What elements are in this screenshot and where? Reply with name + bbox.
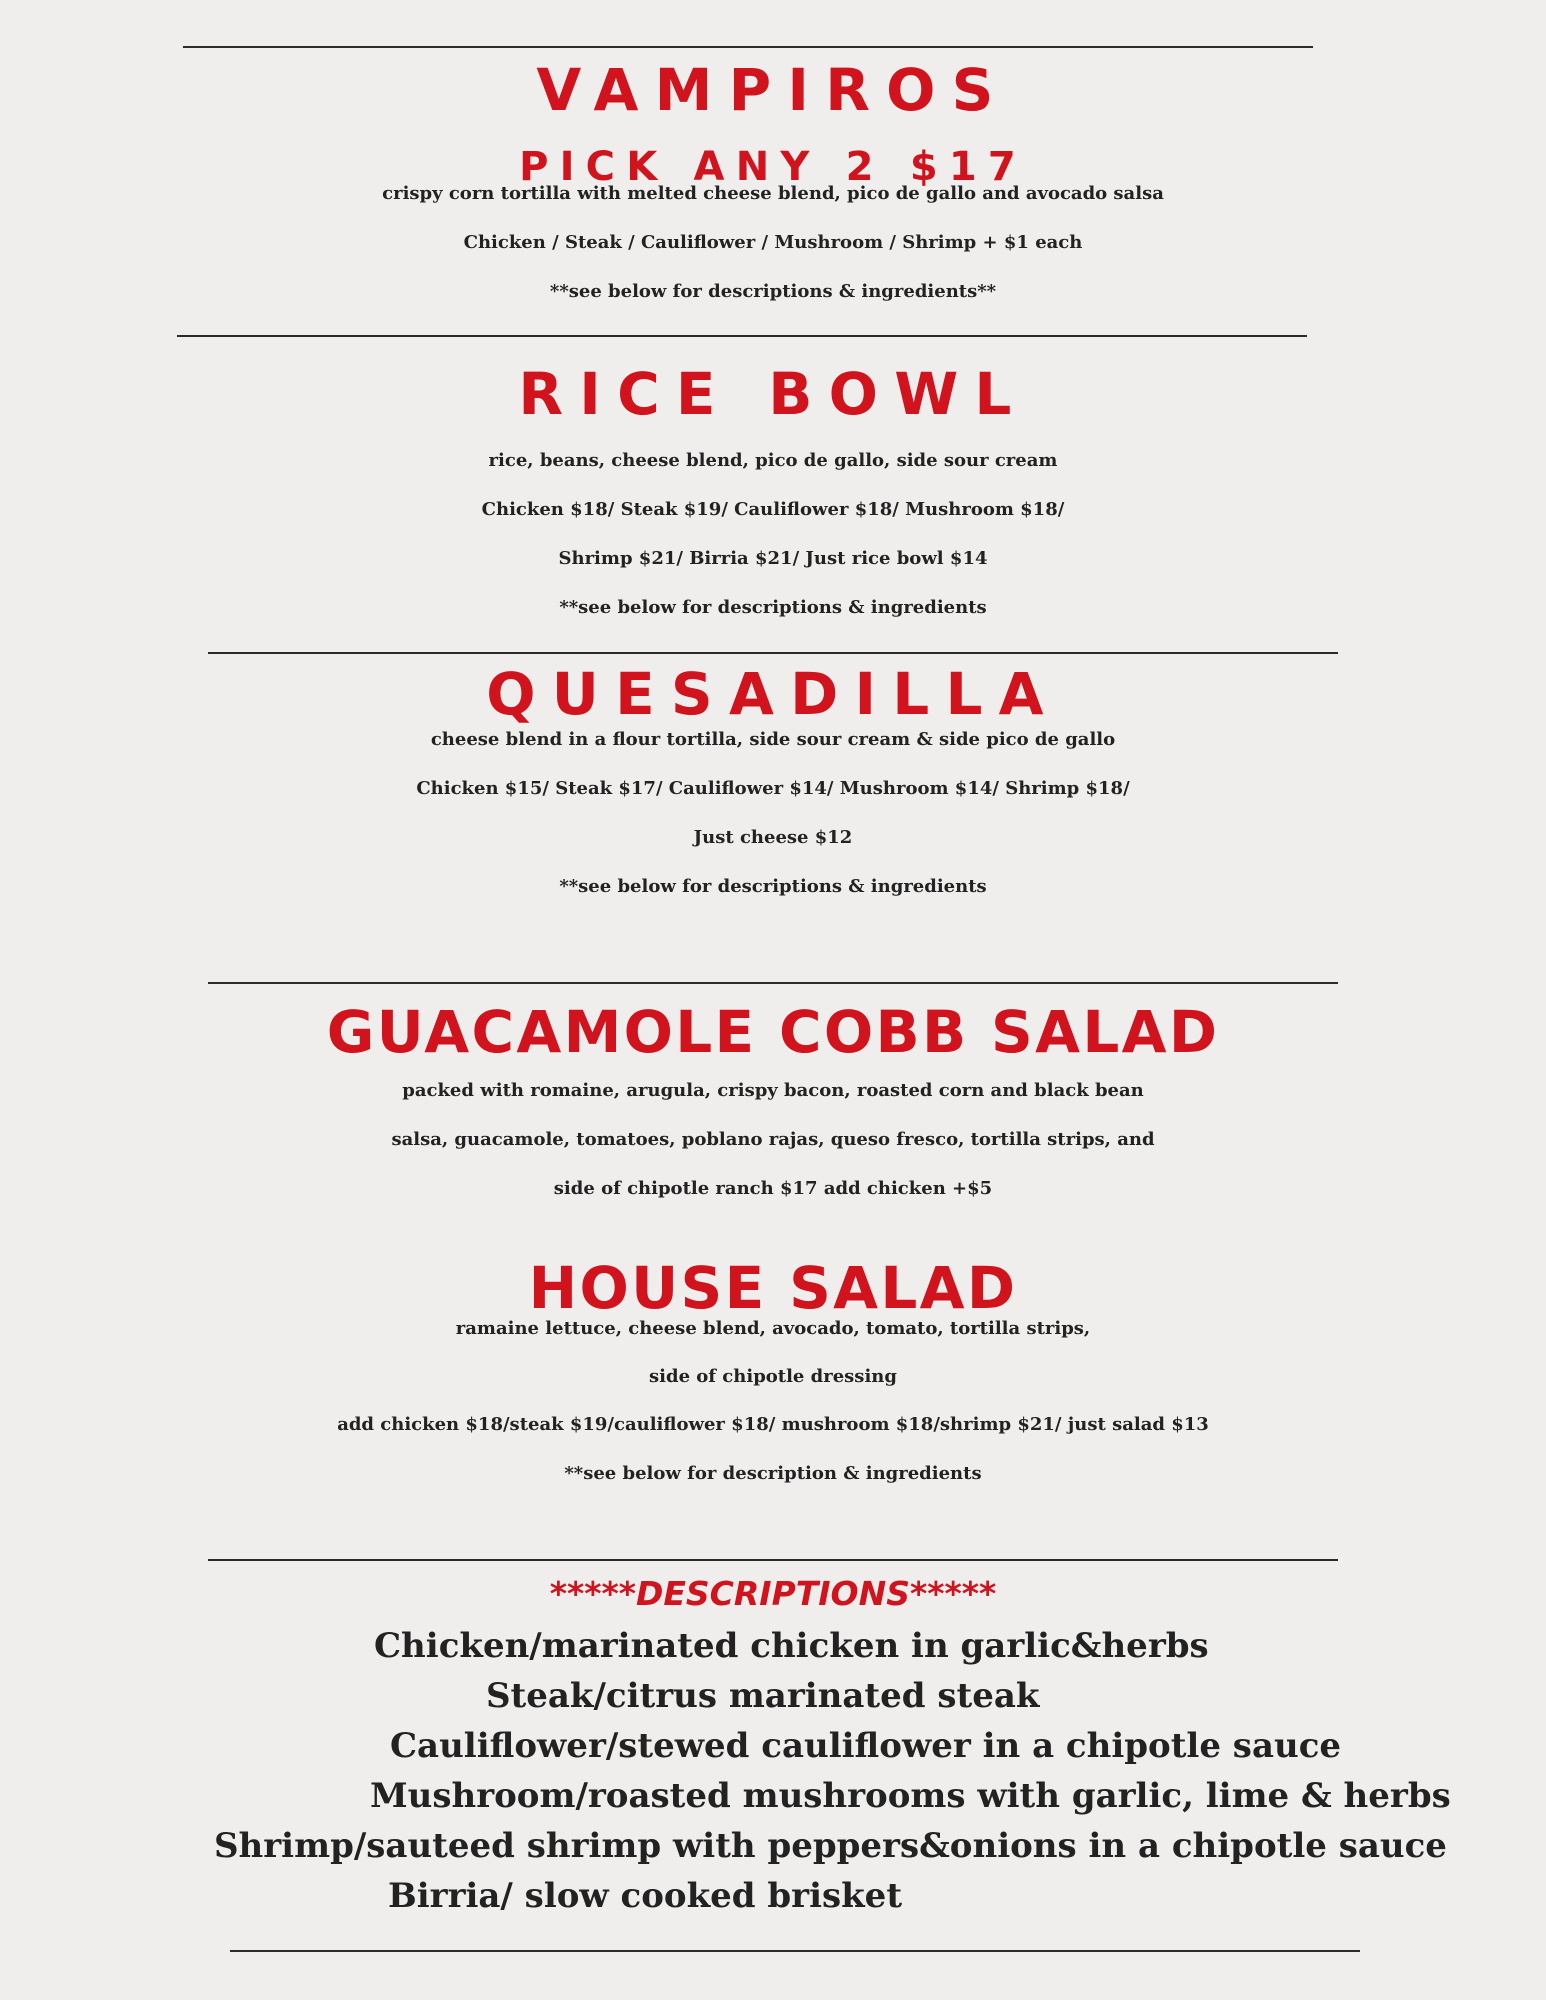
rice-bowl-prices-2: Shrimp $21/ Birria $21/ Just rice bowl $14 bbox=[558, 548, 988, 569]
rice-bowl-description: rice, beans, cheese blend, pico de gallo, side sour cream bbox=[488, 450, 1058, 471]
rice-bowl-note: **see below for descriptions & ingredients bbox=[559, 597, 987, 618]
rice-bowl-title: RICE BOWL bbox=[518, 360, 1028, 428]
house-salad-description-2: side of chipotle dressing bbox=[649, 1366, 897, 1387]
house-salad-title: HOUSE SALAD bbox=[528, 1254, 1018, 1322]
quesadilla-prices-2: Just cheese $12 bbox=[693, 827, 853, 848]
cobb-salad-title: GUACAMOLE COBB SALAD bbox=[326, 998, 1220, 1066]
description-mushroom: Mushroom/roasted mushrooms with garlic, lime & herbs bbox=[370, 1776, 1451, 1816]
divider-quesadilla bbox=[208, 982, 1338, 984]
divider-top bbox=[183, 46, 1313, 48]
description-cauliflower: Cauliflower/stewed cauliflower in a chipotle sauce bbox=[390, 1726, 1342, 1766]
vampiros-options: Chicken / Steak / Cauliflower / Mushroom / Shrimp + $1 each bbox=[463, 232, 1083, 253]
descriptions-title: *****DESCRIPTIONS***** bbox=[549, 1574, 997, 1613]
divider-rice-bowl bbox=[208, 652, 1338, 654]
vampiros-description: crispy corn tortilla with melted cheese blend, pico de gallo and avocado salsa bbox=[382, 183, 1164, 204]
cobb-salad-price: side of chipotle ranch $17 add chicken +$5 bbox=[553, 1178, 993, 1199]
house-salad-description: ramaine lettuce, cheese blend, avocado, tomato, tortilla strips, bbox=[455, 1318, 1091, 1339]
quesadilla-title: QUESADILLA bbox=[486, 660, 1060, 728]
description-chicken: Chicken/marinated chicken in garlic&herbs bbox=[374, 1626, 1209, 1666]
divider-house-salad bbox=[208, 1559, 1338, 1561]
vampiros-subtitle: PICK ANY 2 $17 bbox=[519, 144, 1027, 190]
description-birria: Birria/ slow cooked brisket bbox=[388, 1876, 903, 1916]
house-salad-prices: add chicken $18/steak $19/cauliflower $18/ mushroom $18/shrimp $21/ just salad $13 bbox=[337, 1414, 1209, 1435]
vampiros-note: **see below for descriptions & ingredients** bbox=[549, 281, 997, 302]
divider-bottom bbox=[230, 1950, 1360, 1952]
cobb-salad-description-2: salsa, guacamole, tomatoes, poblano rajas, queso fresco, tortilla strips, and bbox=[391, 1129, 1155, 1150]
cobb-salad-description: packed with romaine, arugula, crispy bacon, roasted corn and black bean bbox=[402, 1080, 1144, 1101]
description-shrimp: Shrimp/sauteed shrimp with peppers&onions in a chipotle sauce bbox=[214, 1826, 1447, 1866]
rice-bowl-prices: Chicken $18/ Steak $19/ Cauliflower $18/ Mushroom $18/ bbox=[481, 499, 1065, 520]
description-steak: Steak/citrus marinated steak bbox=[486, 1676, 1040, 1716]
quesadilla-prices: Chicken $15/ Steak $17/ Cauliflower $14/ Mushroom $14/ Shrimp $18/ bbox=[416, 778, 1130, 799]
house-salad-note: **see below for description & ingredients bbox=[564, 1463, 982, 1484]
quesadilla-note: **see below for descriptions & ingredients bbox=[559, 876, 987, 897]
vampiros-title: VAMPIROS bbox=[536, 56, 1010, 124]
divider-vampiros bbox=[177, 335, 1307, 337]
quesadilla-description: cheese blend in a flour tortilla, side sour cream & side pico de gallo bbox=[430, 729, 1116, 750]
